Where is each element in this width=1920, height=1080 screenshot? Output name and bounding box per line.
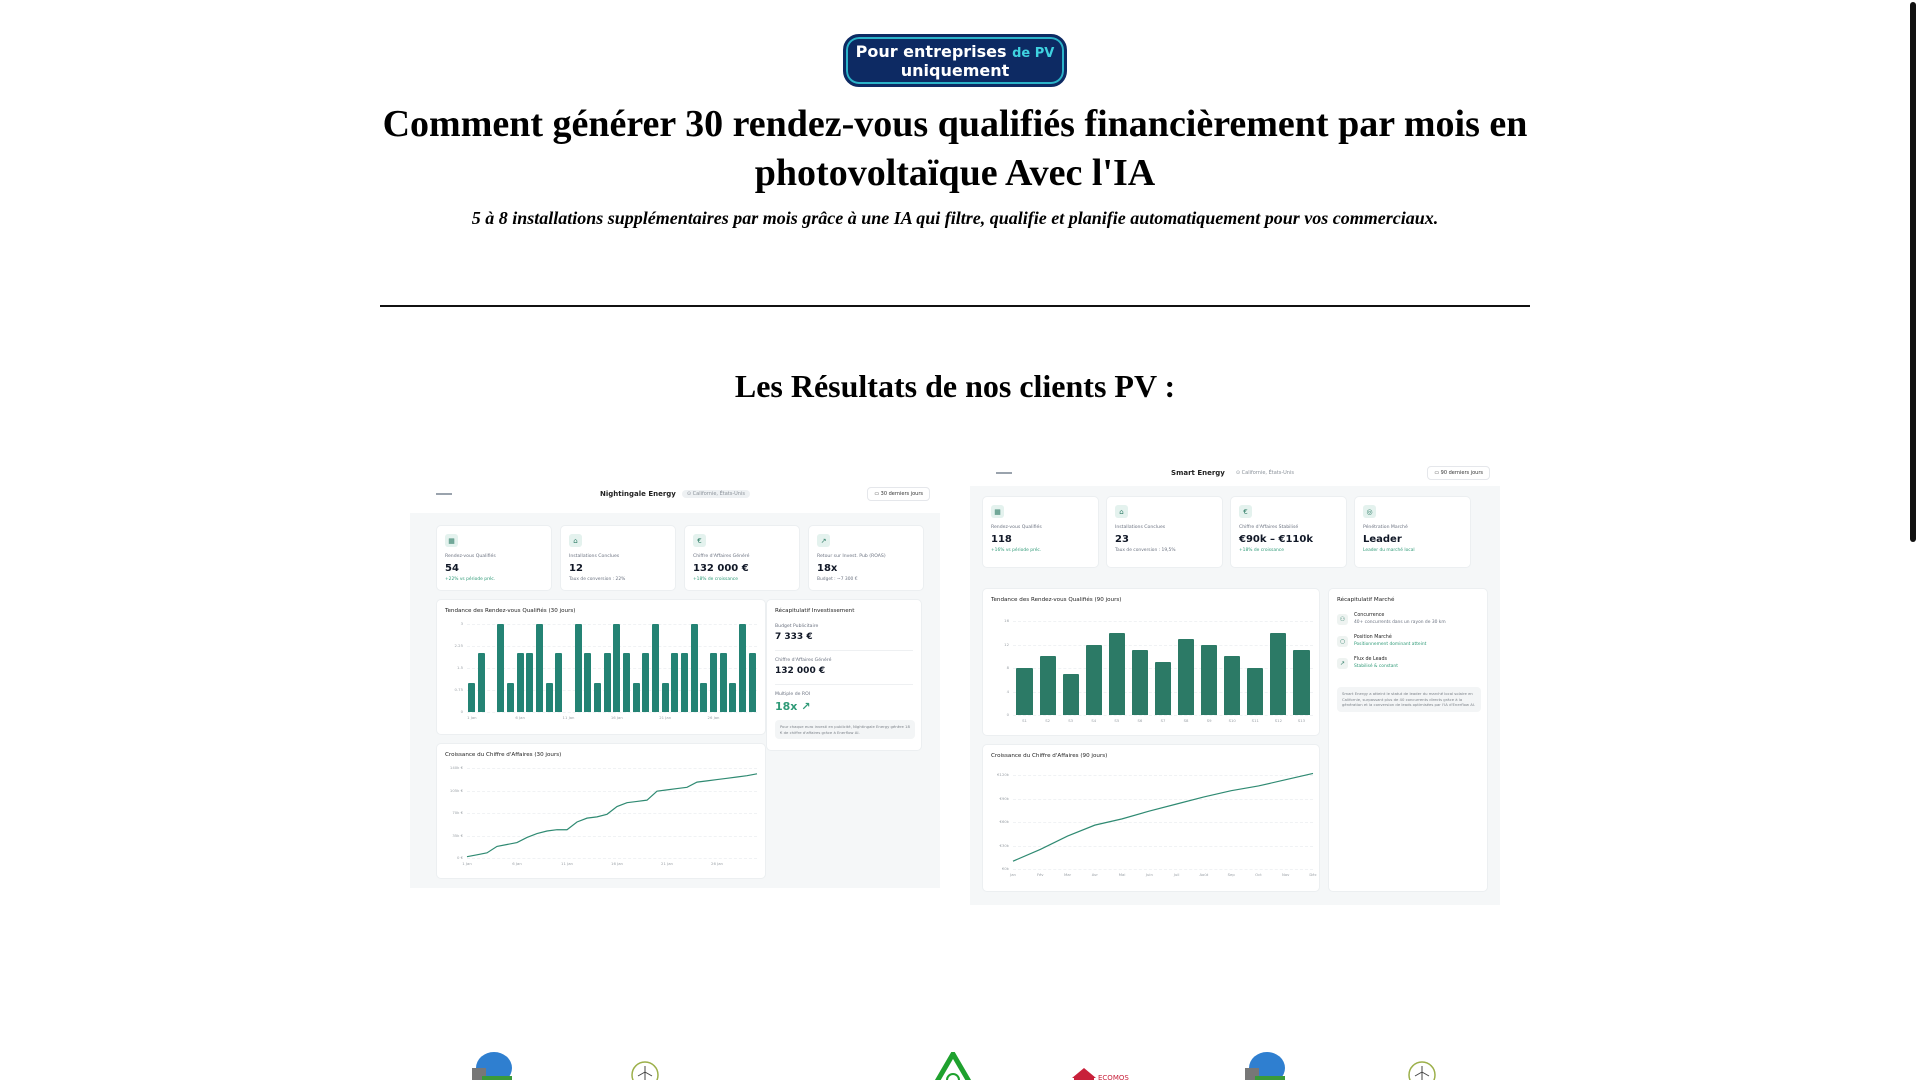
chart-bar <box>720 653 727 712</box>
x-axis-tick: S13 <box>1297 718 1306 723</box>
chart-bar <box>594 683 601 712</box>
chart-bar <box>1063 674 1079 715</box>
x-axis-tick: Mai <box>1118 872 1126 877</box>
scrollbar-thumb[interactable] <box>1910 2 1916 542</box>
roi-label: Multiple de ROI <box>775 692 811 697</box>
home-icon: ⌂ <box>569 534 582 547</box>
euro-icon: € <box>1239 505 1252 518</box>
ad-budget-label: Budget Publicitaire <box>775 624 819 629</box>
chart-bar <box>700 683 707 712</box>
chart-bar <box>662 683 669 712</box>
chart-bar <box>555 653 562 712</box>
kpi-card <box>684 525 800 591</box>
kpi-card <box>1106 496 1223 568</box>
dashboard-header <box>410 475 940 513</box>
chart-bar <box>546 683 553 712</box>
x-axis-tick: Avr <box>1091 872 1098 877</box>
chart-bar <box>1132 650 1148 715</box>
revenue-label: Chiffre d'Affaires Généré <box>775 658 832 663</box>
wind-turbine-logo <box>630 1060 660 1080</box>
results-title: Les Résultats de nos clients PV : <box>734 368 1176 404</box>
location-pill: ⊙ Californie, États-Unis <box>1235 470 1294 476</box>
chart-bar <box>536 624 543 712</box>
bulb-solar-logo <box>462 1048 522 1080</box>
kpi-subtext: +18% de croissance <box>1239 548 1284 553</box>
x-axis-tick: 6 Jan <box>512 861 522 866</box>
y-axis-tick: €60k <box>999 819 1009 824</box>
dashboard-screenshot-nightingale <box>410 475 940 888</box>
kpi-label: Rendez-vous Qualifiés <box>445 554 496 559</box>
kpi-card <box>560 525 676 591</box>
kpi-value: 12 <box>569 563 583 574</box>
y-axis-tick: 0 <box>460 709 463 714</box>
kpi-value: 23 <box>1115 534 1129 545</box>
chart-bar <box>497 624 504 712</box>
page-headline: Comment générer 30 rendez-vous qualifiés financièrement par mois en photovoltaïque Avec l'IA <box>382 103 1528 194</box>
x-axis-tick: Oct <box>1255 872 1262 877</box>
x-axis-tick: S8 <box>1183 718 1189 723</box>
chart-bar <box>671 653 678 712</box>
chart-bar <box>1201 645 1217 716</box>
x-axis-tick: 26 Jan <box>711 861 723 866</box>
y-axis-tick: €120k <box>997 772 1009 777</box>
y-axis-tick: €30k <box>999 842 1009 848</box>
x-axis-tick: S2 <box>1045 718 1051 723</box>
x-axis-tick: S1 <box>1022 718 1027 723</box>
x-axis-tick: S10 <box>1228 718 1236 723</box>
trending-up-icon: ↗ <box>1337 658 1348 669</box>
chart-bar <box>526 653 533 712</box>
x-axis-tick: S12 <box>1274 718 1282 723</box>
x-axis-tick: Jan <box>1010 872 1016 877</box>
badge-line1: Pour entreprises <box>855 41 1007 61</box>
date-range-label: 90 derniers jours <box>1440 470 1483 476</box>
chart-bar <box>468 683 475 712</box>
x-axis-tick: S9 <box>1206 718 1212 723</box>
calendar-icon: ▦ <box>991 505 1004 518</box>
appointments-bar-chart <box>454 621 757 720</box>
x-axis-tick: 26 Jan <box>707 715 720 720</box>
revenue-chart-card <box>436 743 766 879</box>
ad-budget-value: 7 333 € <box>775 632 813 642</box>
pv-only-badge <box>843 34 1067 87</box>
chart-bar <box>1224 656 1240 715</box>
revenue-chart-card <box>982 744 1320 892</box>
appointments-bar-chart <box>1004 618 1313 723</box>
chart-bar <box>517 653 524 712</box>
x-axis-tick: S4 <box>1091 718 1097 723</box>
summary-note: Pour chaque euro investi en publicité, Nightingale Energy génère 18 € de chiffre d'affaires grâce à Enerflow AI. <box>775 720 915 739</box>
kpi-value: Leader <box>1363 534 1402 545</box>
y-axis-tick: 16 <box>1004 618 1009 623</box>
y-axis-tick: 35k € <box>452 832 463 838</box>
wind-turbine-logo <box>1407 1060 1437 1080</box>
kpi-value: 18x <box>817 563 838 574</box>
y-axis-tick: 0.75 <box>454 687 463 692</box>
badge-container <box>0 34 1910 87</box>
x-axis-tick: 16 Jan <box>610 715 623 720</box>
kpi-label: Installations Conclues <box>569 554 620 559</box>
y-axis-tick: €90k <box>999 795 1009 801</box>
x-axis-tick: Sep <box>1227 872 1235 877</box>
x-axis-tick: Nov <box>1282 872 1290 877</box>
appointments-chart-card <box>982 588 1320 736</box>
x-axis-tick: Juil <box>1173 872 1180 877</box>
chart-bar <box>1293 650 1309 715</box>
chart-bar <box>1040 656 1056 715</box>
gridline <box>467 712 757 713</box>
gridline <box>467 858 757 859</box>
roi-value: 18x ↗ <box>775 700 811 713</box>
summary-separator <box>775 650 913 651</box>
x-axis-tick: 16 Jan <box>611 861 623 866</box>
x-axis-tick: Mar <box>1063 872 1072 877</box>
x-axis-tick: S5 <box>1114 718 1120 723</box>
revenue-line <box>1013 775 1313 869</box>
market-item-value: Stabilisé & constant <box>1354 664 1398 669</box>
kpi-card <box>808 525 924 591</box>
investment-summary-card <box>766 599 922 751</box>
kpi-card <box>436 525 552 591</box>
y-axis-tick: 4 <box>1006 688 1009 694</box>
recycle-power-logo <box>930 1052 976 1080</box>
y-axis-tick: €0k <box>1001 866 1009 871</box>
y-axis-tick: 12 <box>1004 641 1009 647</box>
chart-bar <box>1109 633 1125 715</box>
chart-bar <box>478 653 485 712</box>
chart-bar <box>1178 639 1194 715</box>
market-item-title: Position Marché <box>1354 635 1392 640</box>
chart-bar <box>584 653 591 712</box>
x-axis-tick: 21 Jan <box>659 715 672 720</box>
x-axis-tick: S7 <box>1160 718 1166 723</box>
chart-bar <box>613 624 620 712</box>
market-summary-item <box>1337 613 1479 631</box>
chart-bar <box>575 624 582 712</box>
kpi-subtext: +16% vs période préc. <box>991 548 1042 553</box>
bulb-solar-logo <box>1235 1048 1295 1080</box>
page-scrollbar[interactable] <box>1910 0 1916 1080</box>
kpi-label: Retour sur Invest. Pub (ROAS) <box>817 554 886 559</box>
chart-bar <box>604 653 611 712</box>
gridline <box>467 646 757 647</box>
users-icon: ⚇ <box>1337 614 1348 625</box>
x-axis-tick: 21 Jan <box>661 861 673 866</box>
appointments-chart-card <box>436 599 766 735</box>
x-axis-tick: S11 <box>1251 718 1259 723</box>
y-axis-tick: 1.5 <box>456 665 463 670</box>
revenue-value: 132 000 € <box>775 666 826 676</box>
chart-bar <box>1016 668 1032 715</box>
kpi-label: Chiffre d'Affaires Stabilisé <box>1239 525 1299 530</box>
kpi-subtext: +22% vs période préc. <box>445 577 496 582</box>
x-axis-tick: 11 Jan <box>561 861 573 866</box>
date-range-button[interactable]: ▭ 90 derniers jours <box>1427 466 1490 480</box>
x-axis-tick: S3 <box>1068 718 1074 723</box>
y-axis-tick: 2.25 <box>454 643 463 648</box>
chart-bar <box>633 683 640 712</box>
kpi-value: 118 <box>991 534 1012 545</box>
summary-note: Smart Energy a atteint le statut de leader du marché local solaire en Californie, surpassant plus de 40 concurrents directs grâce à la génération et la conversion de leads optimisées par l'IA d'Enerflow AI. <box>1337 687 1481 712</box>
dashboard-screenshot-smart-energy <box>970 460 1500 905</box>
kpi-subtext: +18% de croissance <box>693 577 738 582</box>
kpi-value: 132 000 € <box>693 563 749 574</box>
date-range-button[interactable]: ▭ 30 derniers jours <box>867 487 930 501</box>
y-axis-tick: 140k € <box>449 765 463 770</box>
y-axis-tick: 105k € <box>449 787 463 793</box>
revenue-line-chart <box>449 765 757 866</box>
summary-title: Récapitulatif Investissement <box>775 608 855 614</box>
x-axis-tick: Déc <box>1309 872 1317 877</box>
kpi-subtext: Taux de conversion : 22% <box>569 577 626 582</box>
market-summary-item <box>1337 657 1479 675</box>
summary-title: Récapitulatif Marché <box>1337 597 1395 603</box>
gridline <box>1013 869 1313 870</box>
partner-logos <box>0 1040 1910 1080</box>
market-item-value: 40+ concurrents dans un rayon de 30 km <box>1354 620 1446 625</box>
y-axis-tick: 0 € <box>456 855 463 860</box>
market-summary-item <box>1337 635 1479 653</box>
gridline <box>1013 715 1313 716</box>
y-axis-tick: 3 <box>460 621 463 626</box>
badge-line2: uniquement <box>900 60 1010 80</box>
kpi-label: Rendez-vous Qualifiés <box>991 525 1042 530</box>
location-text: Californie, États-Unis <box>1241 470 1294 476</box>
trending-up-icon: ↗ <box>817 534 830 547</box>
chart-bar <box>739 624 746 712</box>
market-summary-card <box>1328 588 1488 892</box>
y-axis-tick: 70k € <box>452 810 463 815</box>
house-brand-logo <box>1070 1066 1140 1080</box>
company-name: Nightingale Energy <box>600 490 676 498</box>
kpi-card <box>982 496 1099 568</box>
x-axis-tick: Juin <box>1145 872 1153 877</box>
chart-bar <box>1155 662 1171 715</box>
gridline <box>1013 621 1313 622</box>
x-axis-tick: 11 Jan <box>562 715 575 720</box>
chart-bar <box>507 683 514 712</box>
svg-text:ECOMOS: ECOMOS <box>1098 1074 1129 1080</box>
chart-bar <box>749 653 756 712</box>
market-item-value: Positionnement dominant atteint <box>1354 642 1427 647</box>
section-divider <box>380 305 1530 307</box>
x-axis-tick: 6 Jan <box>515 715 525 720</box>
location-text: Californie, États-Unis <box>692 491 745 497</box>
gridline <box>467 624 757 625</box>
chart-bar <box>1247 668 1263 715</box>
page-subheadline: 5 à 8 installations supplémentaires par mois grâce à une IA qui filtre, qualifie et planifie automatiquement pour vos commerciaux. <box>471 208 1439 228</box>
badge-accent: de PV <box>1012 45 1055 61</box>
kpi-value: €90k – €110k <box>1239 534 1313 545</box>
chart-bar <box>642 653 649 712</box>
chart-bar <box>652 624 659 712</box>
calendar-icon: ▦ <box>445 534 458 547</box>
kpi-subtext: Taux de conversion : 19,5% <box>1115 548 1176 553</box>
target-icon: ◎ <box>1363 505 1376 518</box>
gridline <box>1013 645 1313 646</box>
kpi-label: Pénétration Marché <box>1363 525 1408 530</box>
dashboard-logo <box>996 472 1012 474</box>
kpi-label: Installations Conclues <box>1115 525 1166 530</box>
chart-bar <box>691 624 698 712</box>
chart-bar <box>710 653 717 712</box>
x-axis-tick: 1 Jan <box>467 715 477 720</box>
y-axis-tick: 0 <box>1006 712 1009 717</box>
chart-title: Croissance du Chiffre d'Affaires (90 jours) <box>991 753 1108 759</box>
kpi-label: Chiffre d'Affaires Généré <box>693 554 750 559</box>
dashboard-logo <box>436 493 452 495</box>
kpi-subtext: Budget : ~7 300 € <box>817 577 858 582</box>
target-icon: ○ <box>1337 636 1348 647</box>
euro-icon: € <box>693 534 706 547</box>
y-axis-tick: 8 <box>1006 665 1009 670</box>
dashboard-header <box>970 460 1500 486</box>
chart-title: Tendance des Rendez-vous Qualifiés (30 jours) <box>445 608 576 614</box>
market-item-title: Concurrence <box>1354 613 1385 618</box>
kpi-subtext: Leader du marché local <box>1363 548 1415 553</box>
market-item-title: Flux de Leads <box>1354 657 1388 662</box>
company-name: Smart Energy <box>1171 469 1225 477</box>
chart-title: Tendance des Rendez-vous Qualifiés (90 jours) <box>991 597 1122 603</box>
x-axis-tick: 1 Jan <box>462 861 472 866</box>
chart-title: Croissance du Chiffre d'Affaires (30 jours) <box>445 752 562 758</box>
kpi-value: 54 <box>445 563 459 574</box>
summary-separator <box>775 684 913 685</box>
x-axis-tick: Fév <box>1036 872 1044 877</box>
x-axis-tick: Août <box>1199 872 1209 877</box>
revenue-line <box>467 768 757 858</box>
chart-bar <box>623 653 630 712</box>
chart-bar <box>1086 645 1102 716</box>
x-axis-tick: S6 <box>1137 718 1143 723</box>
chart-bar <box>729 683 736 712</box>
location-pill: ⊙ Californie, États-Unis <box>682 490 750 498</box>
chart-bar <box>1270 633 1286 715</box>
revenue-line-chart <box>997 772 1317 877</box>
kpi-card <box>1230 496 1347 568</box>
chart-bar <box>681 653 688 712</box>
kpi-card <box>1354 496 1471 568</box>
date-range-label: 30 derniers jours <box>880 491 923 497</box>
home-icon: ⌂ <box>1115 505 1128 518</box>
